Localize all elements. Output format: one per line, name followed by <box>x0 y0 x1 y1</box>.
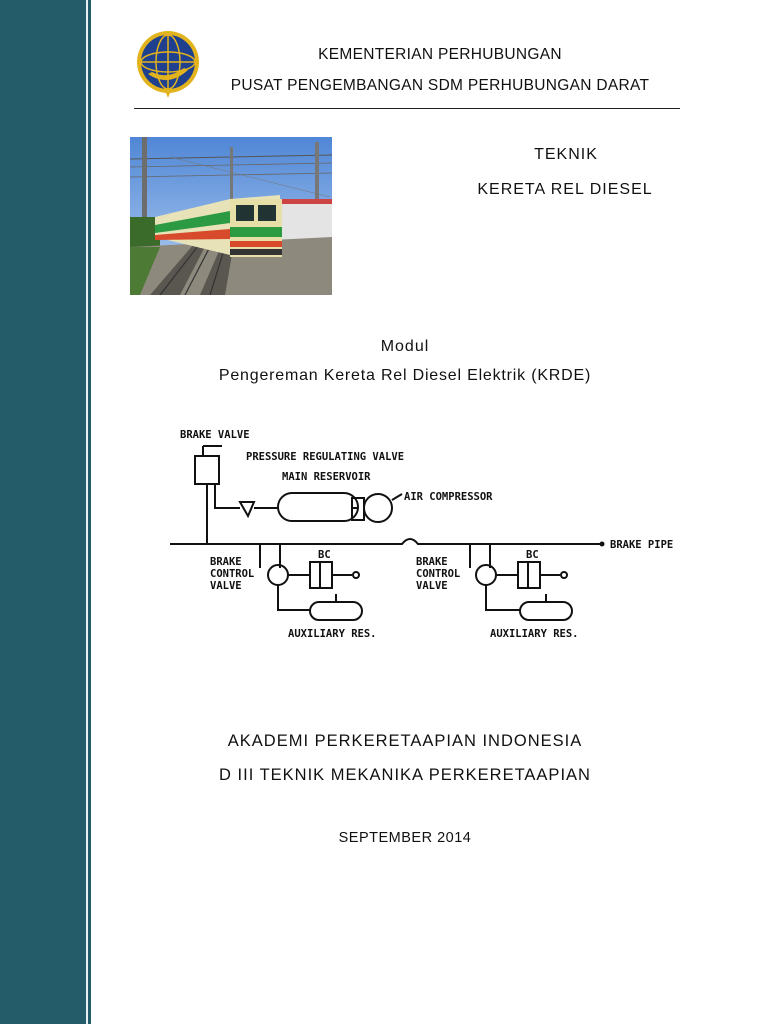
label-brake-control-2b: CONTROL <box>416 568 461 580</box>
module-subtitle: Pengereman Kereta Rel Diesel Elektrik (KRDE) <box>218 367 592 384</box>
sidebar-stripe <box>88 0 91 1024</box>
label-brake-control-2a: BRAKE <box>416 556 448 568</box>
ministry-name: KEMENTERIAN PERHUBUNGAN <box>318 46 562 63</box>
ministry-logo-icon <box>134 28 202 100</box>
air-compressor-symbol <box>364 494 392 522</box>
label-bc-2: BC <box>526 549 539 561</box>
program-name: D III TEKNIK MEKANIKA PERKERETAAPIAN <box>219 766 591 784</box>
label-bc-1: BC <box>318 549 331 561</box>
header-rule <box>134 108 680 109</box>
publication-date: SEPTEMBER 2014 <box>338 830 472 846</box>
label-brake-valve: BRAKE VALVE <box>180 429 250 441</box>
label-main-reservoir: MAIN RESERVOIR <box>282 471 371 483</box>
label-brake-pipe: BRAKE PIPE <box>610 539 674 551</box>
center-name: PUSAT PENGEMBANGAN SDM PERHUBUNGAN DARAT <box>230 77 650 94</box>
label-brake-control-1b: CONTROL <box>210 568 255 580</box>
title-line-2: KERETA REL DIESEL <box>477 181 653 198</box>
label-pressure-regulating-valve: PRESSURE REGULATING VALVE <box>246 451 405 463</box>
label-brake-control-2c: VALVE <box>416 580 448 592</box>
label-brake-control-1a: BRAKE <box>210 556 242 568</box>
label-brake-control-1c: VALVE <box>210 580 242 592</box>
label-auxiliary-res-1: AUXILIARY RES. <box>288 628 377 640</box>
institution-name: AKADEMI PERKERETAAPIAN INDONESIA <box>227 732 583 750</box>
brake-valve-symbol <box>195 456 219 484</box>
train-photo <box>130 137 332 295</box>
brake-system-diagram <box>170 420 685 655</box>
label-air-compressor: AIR COMPRESSOR <box>404 491 493 503</box>
main-reservoir-symbol <box>278 493 358 521</box>
title-line-1: TEKNIK <box>534 146 598 163</box>
left-sidebar-band <box>0 0 86 1024</box>
module-label: Modul <box>380 338 430 355</box>
label-auxiliary-res-2: AUXILIARY RES. <box>490 628 579 640</box>
